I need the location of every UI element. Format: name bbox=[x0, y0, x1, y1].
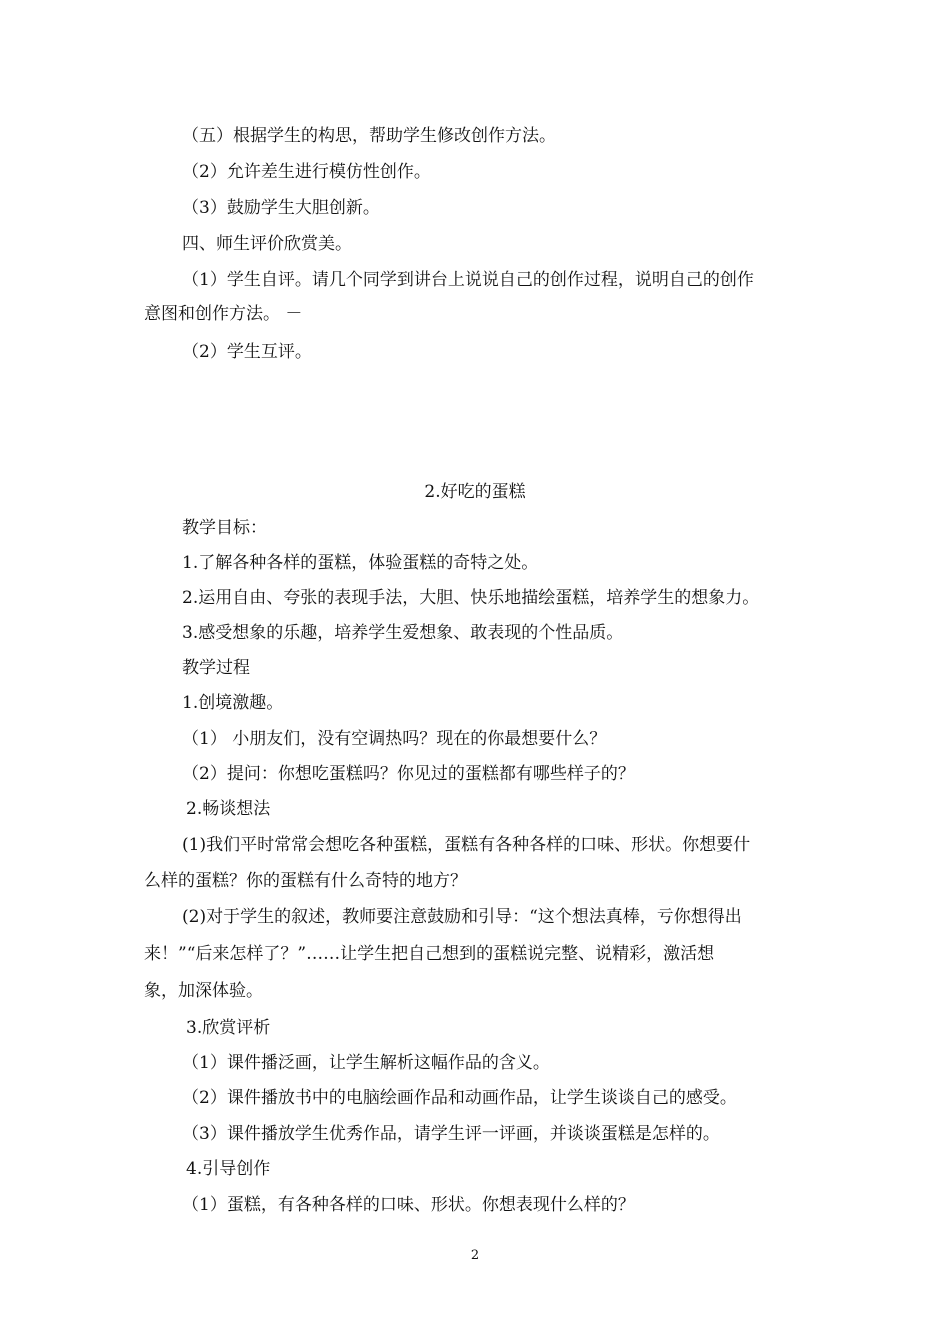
paragraph: 意图和创作方法。 － bbox=[144, 304, 303, 324]
paragraph: （五）根据学生的构思，帮助学生修改创作方法。 bbox=[182, 126, 556, 146]
paragraph: (1)我们平时常常会想吃各种蛋糕，蛋糕有各种各样的口味、形状。你想要什 bbox=[182, 835, 751, 855]
paragraph: （3）鼓励学生大胆创新。 bbox=[182, 198, 380, 218]
paragraph: （1）学生自评。请几个同学到讲台上说说自己的创作过程，说明自己的创作 bbox=[182, 270, 754, 290]
paragraph: 象，加深体验。 bbox=[144, 981, 263, 1001]
page-number: 2 bbox=[470, 1248, 480, 1263]
paragraph: 么样的蛋糕？你的蛋糕有什么奇特的地方？ bbox=[144, 871, 467, 891]
paragraph: （2）课件播放书中的电脑绘画作品和动画作品，让学生谈谈自己的感受。 bbox=[182, 1088, 737, 1108]
paragraph: （2）提问：你想吃蛋糕吗？你见过的蛋糕都有哪些样子的？ bbox=[182, 764, 635, 784]
paragraph: 1.创境激趣。 bbox=[182, 693, 284, 713]
paragraph: （1）课件播泛画，让学生解析这幅作品的含义。 bbox=[182, 1053, 550, 1073]
paragraph: 3.感受想象的乐趣，培养学生爱想象、敢表现的个性品质。 bbox=[182, 623, 624, 643]
paragraph: （3）课件播放学生优秀作品，请学生评一评画，并谈谈蛋糕是怎样的。 bbox=[182, 1124, 720, 1144]
paragraph: 来！”“后来怎样了？”……让学生把自己想到的蛋糕说完整、说精彩，激活想 bbox=[144, 944, 715, 964]
paragraph: 3.欣赏评析 bbox=[186, 1018, 271, 1038]
paragraph: （2）学生互评。 bbox=[182, 342, 312, 362]
paragraph: 1.了解各种各样的蛋糕，体验蛋糕的奇特之处。 bbox=[182, 553, 539, 573]
heading: 教学过程 bbox=[182, 658, 250, 678]
paragraph: (2)对于学生的叙述，教师要注意鼓励和引导：“这个想法真棒，亏你想得出 bbox=[182, 907, 742, 927]
heading: 教学目标： bbox=[182, 518, 267, 538]
paragraph: 2.畅谈想法 bbox=[186, 799, 271, 819]
paragraph: （1）蛋糕，有各种各样的口味、形状。你想表现什么样的？ bbox=[182, 1195, 635, 1215]
paragraph: （2）允许差生进行模仿性创作。 bbox=[182, 162, 431, 182]
paragraph: （1） 小朋友们，没有空调热吗？现在的你最想要什么？ bbox=[182, 729, 607, 749]
paragraph: 2.运用自由、夸张的表现手法，大胆、快乐地描绘蛋糕，培养学生的想象力。 bbox=[182, 588, 760, 608]
paragraph: 4.引导创作 bbox=[186, 1159, 271, 1179]
paragraph: 四、师生评价欣赏美。 bbox=[182, 234, 352, 254]
section-title: 2.好吃的蛋糕 bbox=[424, 482, 526, 502]
